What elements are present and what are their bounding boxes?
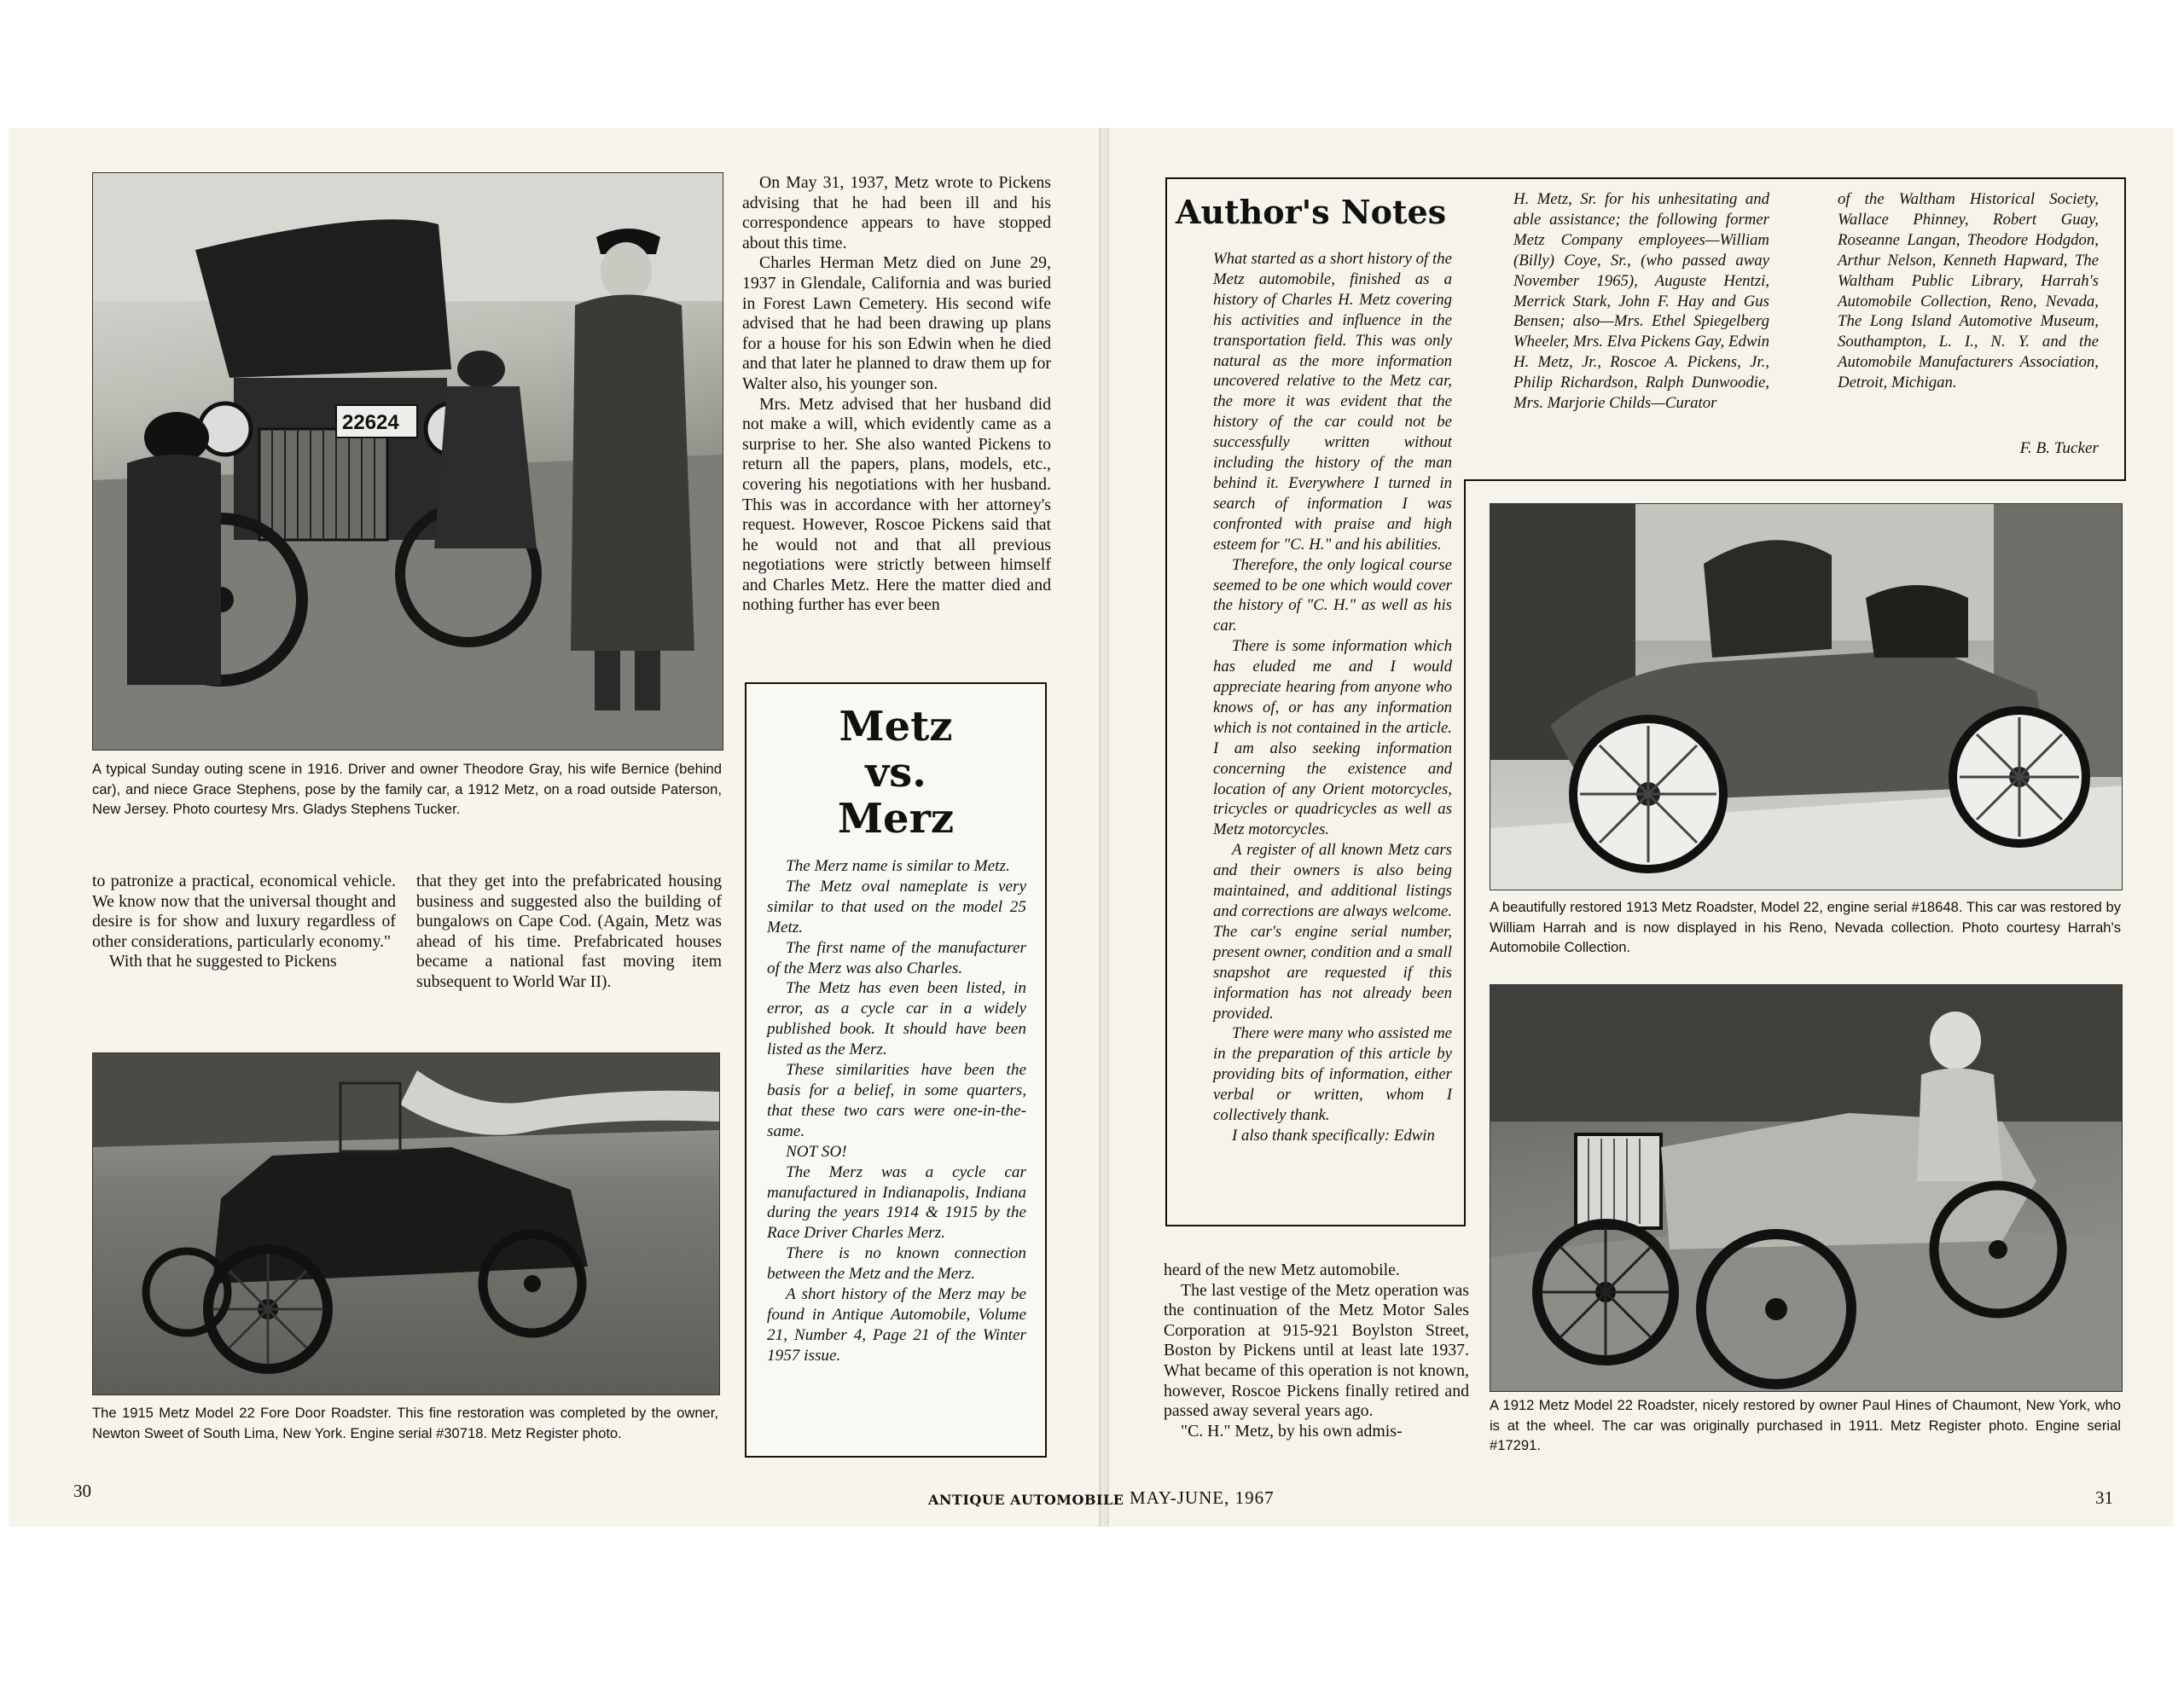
article-column-top-right [742,173,1051,659]
authors-notes-signature: F. B. Tucker [2019,439,2099,457]
photo-1916-plate: 22624 [342,411,399,434]
authors-notes-border-bottom [1165,1225,1466,1226]
article-paragraph: The last vestige of the Metz operation was the continuation of the Metz Motor Sales Corporation at 915-921 Boylston Street, Boston by Pickens until at least late 1937. What became of this operation is not known, however, Roscoe Pickens finally retired and passed away several years ago. [1164,1280,1469,1421]
authors-notes-border-inner [1464,479,1466,1226]
article-paragraph: With that he suggested to Pickens [109,952,337,971]
sidebar-title-line-2: vs. [865,749,926,797]
page-number-right: 31 [2095,1487,2113,1508]
notes-paragraph: A register of all known Metz cars and their owners is also being maintained, and additional listings and corrections are always welcome. The car's engine serial number, present owner, condition and a small snapshot are requested if this information has not already been provided. [1213,841,1452,1023]
article-paragraph: On May 31, 1937, Metz wrote to Pickens advising that he had been ill and his correspondence appears to have stopped about this time. [742,173,1051,252]
masthead-antique-automobile: ANTIQUE AUTOMOBILE [928,1492,1124,1508]
metz-vs-merz-sidebar [745,682,1047,1458]
authors-notes-border-right [2124,177,2126,481]
photo-1916-illustration [93,173,723,750]
notes-paragraph: What started as a short history of the Metz automobile, finished as a history of Charles H. Metz covering his activities and influence in the transportation field. This was only natural as the more information uncovered relative to the Metz car, the more it was evident that the history of the car could not be successfully written without including the history of the man behind it. Everywhere I turned in search of information I was confronted with praise and high esteem for "C. H." and his abilities. [1213,250,1452,554]
sidebar-title-line-3: Merz [837,795,955,843]
photo-1912-illustration [1490,985,2122,1391]
article-paragraph: "C. H." Metz, by his own admis- [1181,1421,1403,1441]
authors-notes-col-3 [1838,189,2099,393]
sidebar-paragraph: There is no known connection between the Metz and the Merz. [767,1244,1026,1284]
photo-1913-caption: A beautifully restored 1913 Metz Roadster, Model 22, engine serial #18648. This car was restored by William Harrah and is now displayed in his Reno, Nevada collection. Photo courtesy Harrah's Automobile Collection. [1490,899,2121,955]
photo-1913-illustration [1490,504,2122,890]
notes-paragraph: of the Waltham Historical Society, Wallace Phinney, Robert Guay, Roseanne Langan, Theodore Hodgdon, Arthur Nelson, Kenneth Hapward, The Waltham Public Library, Harrah's Automobile Collection, Reno, Nevada, The Long Island Automotive Museum, Southampton, L. I., N. Y. and the Automobile Manufacturers Association, Detroit, Michigan. [1838,190,2099,392]
authors-notes-border-top [1165,177,2124,179]
notes-paragraph: H. Metz, Sr. for his unhesitating and able assistance; the following former Metz Company employees—William (Billy) Coye, Sr., (who passed away November 1965), Auguste Hentzi, Merrick Stark, John F. Hay and Gus Bensen; also—Mrs. Ethel Spiegelberg Wheeler, Mrs. Elva Pickens Gay, Edwin H. Metz, Jr., Roscoe A. Pickens, Jr., Philip Richardson, Ralph Dunwoodie, Mrs. Marjorie Childs—Curator [1513,190,1769,413]
authors-notes-col-2 [1513,189,1769,414]
article-column-right-bottom [1164,1261,1469,1441]
photo-1916-caption: A typical Sunday outing scene in 1916. Driver and owner Theodore Gray, his wife Bernice (behind car), and niece Grace Stephens, pose by the family car, a 1912 Metz, on a road outside Paterson, New Jersey. Photo courtesy Mrs. Gladys Stephens Tucker. [92,761,722,817]
photo-1912-metz-model-22 [1490,984,2123,1392]
notes-paragraph: There were many who assisted me in the preparation of this article by providing bits of information, either verbal or written, whom I collectively thank. [1213,1024,1452,1125]
photo-1913-metz-roadster [1490,503,2123,890]
article-paragraph: Charles Herman Metz died on June 29, 1937 in Glendale, California and was buried in Forest Lawn Cemetery. His second wife advised that he had been drawing up plans for a house for his son Edwin when he died and that later he planned to draw them up for Walter also, his younger son. [742,253,1051,393]
sidebar-paragraph: The Metz oval nameplate is very similar to that used on the model 25 Metz. [767,877,1026,936]
authors-notes-title: Author's Notes [1176,193,1447,231]
photo-1912-caption: A 1912 Metz Model 22 Roadster, nicely restored by owner Paul Hines of Chaumont, New York, who is at the wheel. The car was originally purchased in 1911. Metz Register photo. Engine serial #17291. [1490,1397,2121,1453]
photo-1915-fore-door-roadster [92,1052,720,1395]
sidebar-title-line-1: Metz [839,703,953,751]
authors-notes-col-1 [1213,249,1452,1146]
article-paragraph: to patronize a practical, economical vehicle. We know now that the universal thought and desire is for show and luxury regardless of other considerations, particularly economy." [92,872,396,951]
photo-1916-sunday-outing [92,172,723,751]
sidebar-paragraph: NOT SO! [786,1142,847,1161]
notes-paragraph: There is some information which has eluded me and I would appreciate hearing from anyone who knows of, or has any information which is not contained in the article. I am also seeking information concerning the existence and location of any Orient motorcycles, tricycles or quadricycles as well as Metz motorcycles. [1213,637,1452,839]
sidebar-paragraph: The Merz name is similar to Metz. [786,857,1010,875]
issue-date: MAY-JUNE, 1967 [1130,1487,1275,1508]
sidebar-paragraph: These similarities have been the basis for a belief, in some quarters, that these two cars were one-in-the-same. [767,1061,1026,1140]
notes-paragraph: Therefore, the only logical course seemed to be one which would cover the history of "C. H." as well as his car. [1213,555,1452,635]
notes-paragraph: I also thank specifically: Edwin [1232,1126,1435,1145]
article-paragraph: Mrs. Metz advised that her husband did not make a will, which evidently came as a surprise to her. She also wanted Pickens to return all the papers, plans, models, etc., covering his negotiations with her husband. This was in accordance with her attorney's request. However, Roscoe Pickens said that he would not and that all previous negotiations were strictly between himself and Charles Metz. Here the matter died and nothing further has ever been [742,394,1051,615]
article-paragraph: that they get into the prefabricated housing business and suggested also the building of bungalows on Cape Cod. (Again, Metz was ahead of his time. Prefabricated houses became a national fast moving item subsequent to World War II). [416,872,722,991]
authors-notes-border-mid [1464,479,2126,481]
authors-notes-border-left [1165,177,1167,1226]
page-gutter [1099,128,1109,1527]
sidebar-paragraph: The Merz was a cycle car manufactured in Indianapolis, Indiana during the years 1914 & 1915 by the Race Driver Charles Merz. [767,1162,1026,1243]
sidebar-paragraph: The first name of the manufacturer of the Merz was also Charles. [767,938,1026,977]
sidebar-paragraph: A short history of the Merz may be found in Antique Automobile, Volume 21, Number 4, Page 21 of the Winter 1957 issue. [767,1285,1026,1365]
sidebar-paragraph: The Metz has even been listed, in error, as a cycle car in a widely published book. It should have been listed as the Merz. [767,979,1026,1059]
photo-1915-illustration [93,1053,719,1394]
article-column-mid-a [92,872,396,972]
photo-1915-caption: The 1915 Metz Model 22 Fore Door Roadster. This fine restoration was completed by the owner, Newton Sweet of South Lima, New York. Engine serial #30718. Metz Register photo. [92,1405,718,1441]
article-column-mid-b [416,872,722,993]
page-number-left: 30 [73,1481,91,1501]
article-paragraph: heard of the new Metz automobile. [1164,1261,1400,1279]
sidebar-body [767,856,1026,1366]
